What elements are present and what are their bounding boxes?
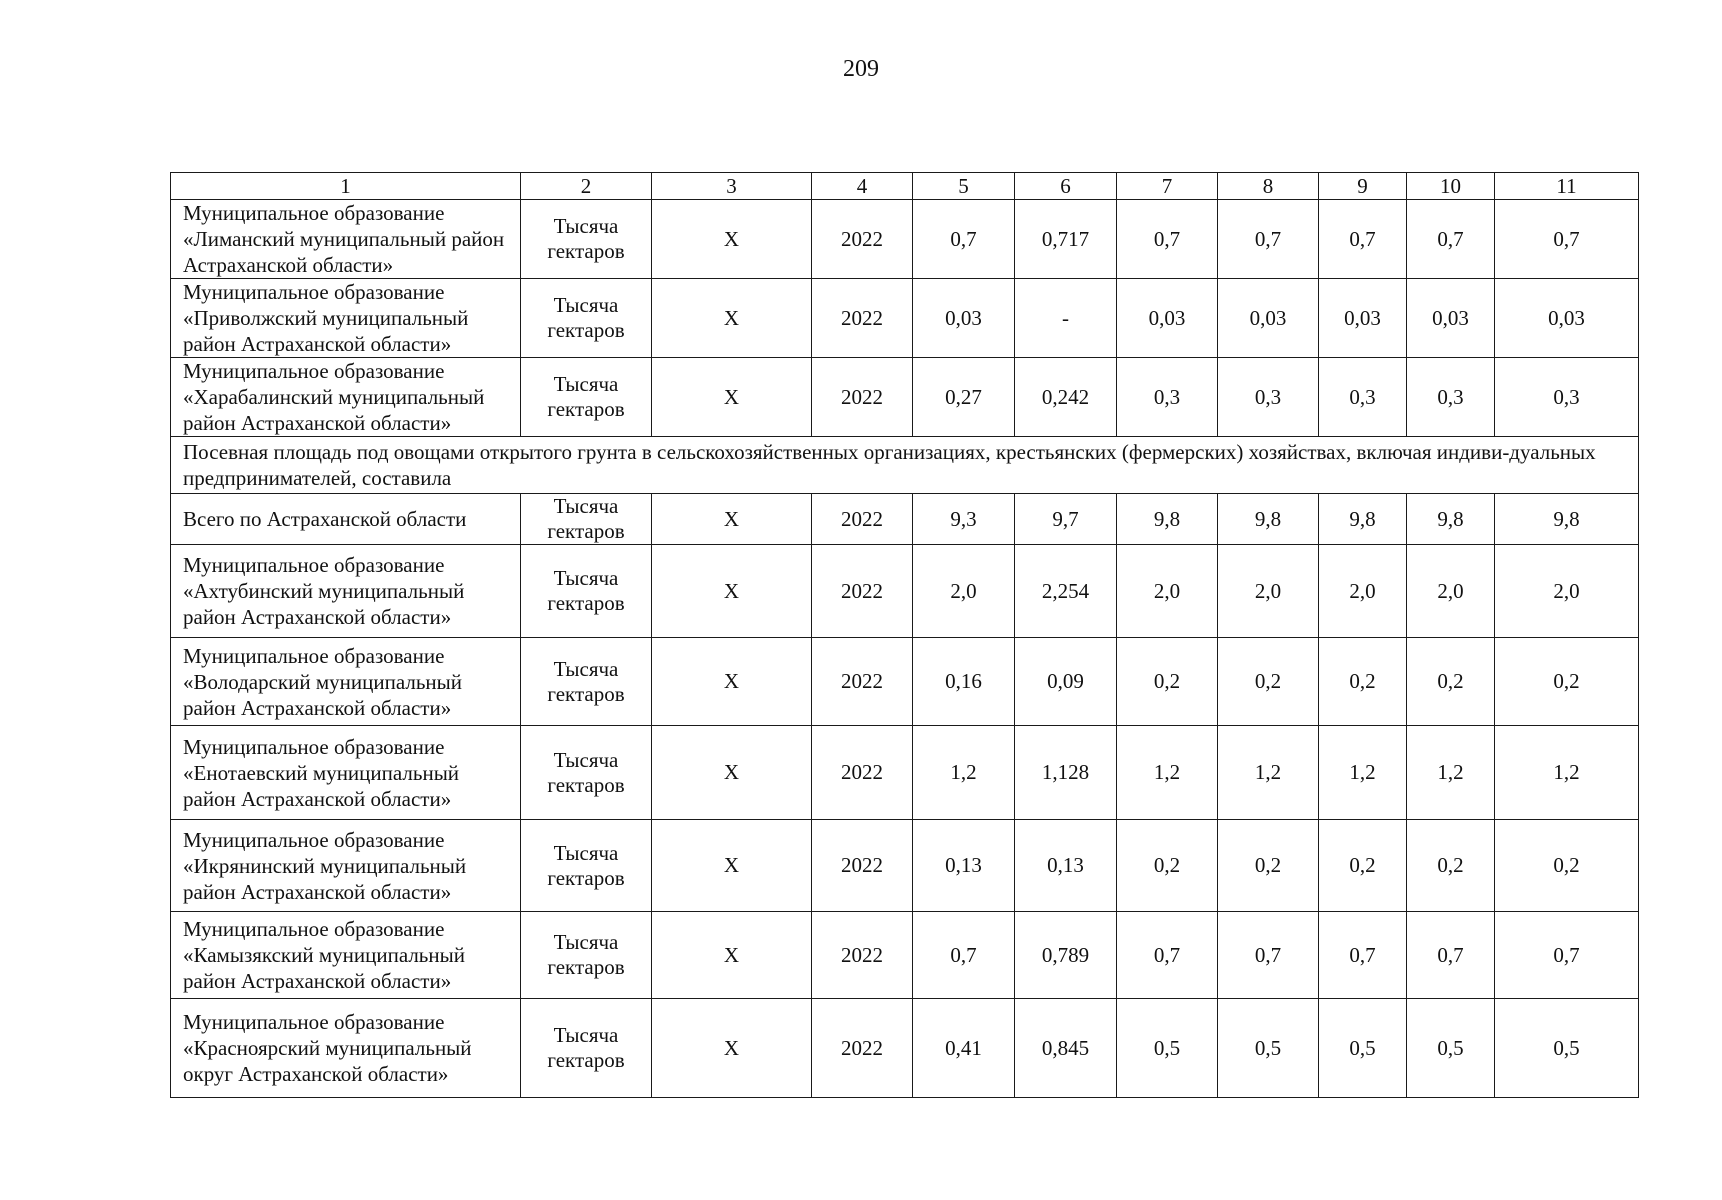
value-cell: 0,03 <box>1218 279 1319 358</box>
value-cell: - <box>1015 279 1117 358</box>
col3-cell: Х <box>652 638 812 726</box>
value-cell: 1,2 <box>1407 726 1495 820</box>
year-cell: 2022 <box>812 638 913 726</box>
col3-cell: Х <box>652 545 812 638</box>
col3-cell: Х <box>652 358 812 437</box>
section-title: Посевная площадь под овощами открытого грунта в сельскохозяйственных организациях, крестьянских (фермерских) хозяйствах, включая индиви-дуальных предпринимателей, составила <box>171 437 1639 494</box>
table-row <box>171 545 1639 638</box>
value-cell: 9,8 <box>1407 494 1495 545</box>
year-cell: 2022 <box>812 999 913 1098</box>
municipality-name: Муниципальное образование «Лиманский муниципальный район Астраханской области» <box>171 200 521 279</box>
value-cell: 0,3 <box>1407 358 1495 437</box>
table-row <box>171 638 1639 726</box>
value-cell: 2,0 <box>1495 545 1639 638</box>
value-cell: 0,2 <box>1319 820 1407 912</box>
value-cell: 0,13 <box>913 820 1015 912</box>
column-number-row <box>171 173 1639 200</box>
year-cell: 2022 <box>812 912 913 999</box>
value-cell: 2,0 <box>913 545 1015 638</box>
value-cell: 0,7 <box>1495 912 1639 999</box>
unit-cell: Тысяча гектаров <box>521 912 652 999</box>
value-cell: 0,2 <box>1117 820 1218 912</box>
total-name: Всего по Астраханской области <box>171 494 521 545</box>
col3-cell: Х <box>652 820 812 912</box>
value-cell: 0,5 <box>1495 999 1639 1098</box>
value-cell: 2,0 <box>1407 545 1495 638</box>
column-number: 8 <box>1218 173 1319 200</box>
value-cell: 0,7 <box>1218 200 1319 279</box>
value-cell: 2,0 <box>1319 545 1407 638</box>
value-cell: 0,5 <box>1319 999 1407 1098</box>
value-cell: 0,717 <box>1015 200 1117 279</box>
municipality-name: Муниципальное образование «Икрянинский муниципальный район Астраханской области» <box>171 820 521 912</box>
unit-cell: Тысяча гектаров <box>521 494 652 545</box>
value-cell: 0,2 <box>1218 638 1319 726</box>
municipality-name: Муниципальное образование «Камызякский муниципальный район Астраханской области» <box>171 912 521 999</box>
value-cell: 1,2 <box>1117 726 1218 820</box>
municipality-name: Муниципальное образование «Красноярский муниципальный округ Астраханской области» <box>171 999 521 1098</box>
value-cell: 0,7 <box>1117 912 1218 999</box>
table-row-total <box>171 494 1639 545</box>
unit-cell: Тысяча гектаров <box>521 638 652 726</box>
value-cell: 0,7 <box>1117 200 1218 279</box>
unit-cell: Тысяча гектаров <box>521 820 652 912</box>
value-cell: 0,2 <box>1407 820 1495 912</box>
table-row <box>171 999 1639 1098</box>
year-cell: 2022 <box>812 726 913 820</box>
value-cell: 0,5 <box>1117 999 1218 1098</box>
data-table <box>170 172 1639 1098</box>
value-cell: 0,7 <box>1495 200 1639 279</box>
value-cell: 0,09 <box>1015 638 1117 726</box>
value-cell: 0,03 <box>1407 279 1495 358</box>
column-number: 2 <box>521 173 652 200</box>
value-cell: 9,8 <box>1495 494 1639 545</box>
table-row <box>171 912 1639 999</box>
value-cell: 0,2 <box>1319 638 1407 726</box>
value-cell: 0,3 <box>1218 358 1319 437</box>
value-cell: 1,2 <box>913 726 1015 820</box>
value-cell: 0,03 <box>913 279 1015 358</box>
column-number: 6 <box>1015 173 1117 200</box>
year-cell: 2022 <box>812 200 913 279</box>
value-cell: 0,7 <box>1319 912 1407 999</box>
value-cell: 2,0 <box>1117 545 1218 638</box>
col3-cell: Х <box>652 726 812 820</box>
year-cell: 2022 <box>812 545 913 638</box>
value-cell: 0,7 <box>1407 200 1495 279</box>
value-cell: 0,789 <box>1015 912 1117 999</box>
year-cell: 2022 <box>812 358 913 437</box>
value-cell: 0,242 <box>1015 358 1117 437</box>
value-cell: 0,3 <box>1117 358 1218 437</box>
value-cell: 1,2 <box>1495 726 1639 820</box>
municipality-name: Муниципальное образование «Енотаевский муниципальный район Астраханской области» <box>171 726 521 820</box>
table-row <box>171 200 1639 279</box>
table-row <box>171 358 1639 437</box>
unit-cell: Тысяча гектаров <box>521 545 652 638</box>
unit-cell: Тысяча гектаров <box>521 726 652 820</box>
value-cell: 2,254 <box>1015 545 1117 638</box>
value-cell: 0,5 <box>1218 999 1319 1098</box>
value-cell: 0,2 <box>1495 638 1639 726</box>
col3-cell: Х <box>652 279 812 358</box>
value-cell: 0,27 <box>913 358 1015 437</box>
municipality-name: Муниципальное образование «Ахтубинский муниципальный район Астраханской области» <box>171 545 521 638</box>
table-row <box>171 279 1639 358</box>
municipality-name: Муниципальное образование «Харабалинский муниципальный район Астраханской области» <box>171 358 521 437</box>
value-cell: 0,2 <box>1407 638 1495 726</box>
value-cell: 0,845 <box>1015 999 1117 1098</box>
unit-cell: Тысяча гектаров <box>521 358 652 437</box>
col3-cell: Х <box>652 999 812 1098</box>
value-cell: 9,3 <box>913 494 1015 545</box>
column-number: 4 <box>812 173 913 200</box>
year-cell: 2022 <box>812 279 913 358</box>
value-cell: 1,2 <box>1319 726 1407 820</box>
value-cell: 0,7 <box>913 912 1015 999</box>
value-cell: 0,7 <box>913 200 1015 279</box>
value-cell: 0,7 <box>1218 912 1319 999</box>
page-number: 209 <box>843 56 879 82</box>
section-row <box>171 437 1639 494</box>
value-cell: 0,7 <box>1319 200 1407 279</box>
value-cell: 0,3 <box>1319 358 1407 437</box>
column-number: 5 <box>913 173 1015 200</box>
value-cell: 9,8 <box>1319 494 1407 545</box>
value-cell: 2,0 <box>1218 545 1319 638</box>
value-cell: 0,2 <box>1218 820 1319 912</box>
value-cell: 0,03 <box>1495 279 1639 358</box>
table-row <box>171 820 1639 912</box>
unit-cell: Тысяча гектаров <box>521 200 652 279</box>
value-cell: 0,41 <box>913 999 1015 1098</box>
value-cell: 0,16 <box>913 638 1015 726</box>
value-cell: 9,7 <box>1015 494 1117 545</box>
col3-cell: Х <box>652 200 812 279</box>
value-cell: 0,2 <box>1495 820 1639 912</box>
col3-cell: Х <box>652 494 812 545</box>
year-cell: 2022 <box>812 820 913 912</box>
value-cell: 0,7 <box>1407 912 1495 999</box>
value-cell: 0,03 <box>1319 279 1407 358</box>
column-number: 9 <box>1319 173 1407 200</box>
unit-cell: Тысяча гектаров <box>521 999 652 1098</box>
value-cell: 9,8 <box>1218 494 1319 545</box>
column-number: 7 <box>1117 173 1218 200</box>
value-cell: 0,13 <box>1015 820 1117 912</box>
column-number: 1 <box>171 173 521 200</box>
value-cell: 0,5 <box>1407 999 1495 1098</box>
value-cell: 1,2 <box>1218 726 1319 820</box>
column-number: 10 <box>1407 173 1495 200</box>
year-cell: 2022 <box>812 494 913 545</box>
value-cell: 0,3 <box>1495 358 1639 437</box>
col3-cell: Х <box>652 912 812 999</box>
column-number: 3 <box>652 173 812 200</box>
value-cell: 1,128 <box>1015 726 1117 820</box>
value-cell: 0,03 <box>1117 279 1218 358</box>
unit-cell: Тысяча гектаров <box>521 279 652 358</box>
table-row <box>171 726 1639 820</box>
municipality-name: Муниципальное образование «Приволжский муниципальный район Астраханской области» <box>171 279 521 358</box>
column-number: 11 <box>1495 173 1639 200</box>
value-cell: 9,8 <box>1117 494 1218 545</box>
value-cell: 0,2 <box>1117 638 1218 726</box>
municipality-name: Муниципальное образование «Володарский муниципальный район Астраханской области» <box>171 638 521 726</box>
